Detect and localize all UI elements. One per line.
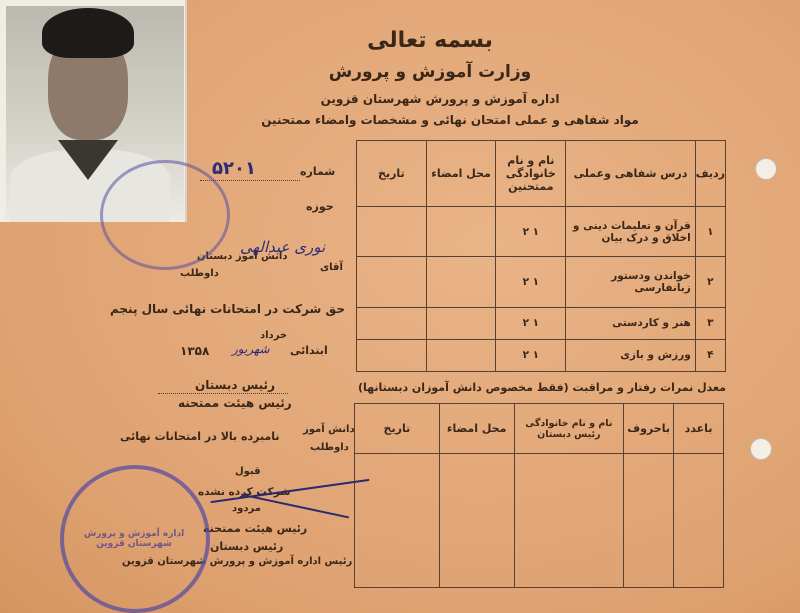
- table2-caption: معدل نمرات رفتار و مراقبت (فقط مخصوص دانش آموزان دبستانها): [357, 381, 726, 394]
- number-label: شماره: [300, 165, 336, 178]
- punch-hole-top: [755, 158, 777, 180]
- candidate-label-2: داوطلب: [310, 442, 349, 453]
- office-name: اداره آموزش و پرورش شهرستان قزوین: [320, 92, 560, 106]
- oral-practical-subjects-table: [356, 140, 726, 372]
- year: ۱۳۵۸: [180, 344, 210, 358]
- table-row: ۴ ورزش و بازی ۱ ۲: [357, 339, 726, 371]
- column-header-signature: محل امضاء: [426, 141, 496, 207]
- column-header-date: تاریخ: [357, 141, 427, 207]
- board-head-label: رئیس هیئت ممتحنه: [178, 396, 292, 410]
- table-row: [355, 454, 724, 588]
- office-head-label: رئیس اداره آموزش و پرورش شهرستان قزوین: [122, 556, 353, 567]
- participated-label: شرکت کرده نشده: [198, 486, 291, 498]
- candidate-label: داوطلب: [180, 268, 219, 279]
- column-header-examiners: نام و نام خانوادگی ممتحنین: [496, 141, 566, 207]
- behavior-grades-table: [354, 403, 724, 588]
- accepted-label: قبول: [235, 466, 261, 477]
- column-header-principal-name: نام و نام خانوادگی رئیس دبستان: [514, 404, 624, 454]
- punch-hole-bottom: [750, 438, 772, 460]
- month-handwritten: شهریور: [232, 342, 270, 356]
- photo-stamp: [100, 160, 230, 270]
- column-header-numeric: باعدد: [674, 404, 724, 454]
- page-title: بسمه تعالی: [367, 28, 493, 53]
- principal-label: رئیس دبستان: [195, 378, 275, 392]
- zone-label: حوزه: [306, 200, 334, 213]
- student-name: نوری عبدالهی: [240, 238, 326, 256]
- table-row: ۳ هنر و کاردستی ۱ ۲: [357, 307, 726, 339]
- student-prefix: دانش آموز دبستان: [197, 251, 288, 262]
- table-row: ۲ خواندن ودستور زبانفارسی ۱ ۲: [357, 257, 726, 307]
- table-row: ۱ قرآن و تعلیمات دینی و اخلاق و درک بیان ۱ ۲: [357, 207, 726, 257]
- number-value: ۵۲۰۱: [212, 158, 256, 179]
- column-header-date-2: تاریخ: [355, 404, 440, 454]
- column-header-letters: باحروف: [624, 404, 674, 454]
- column-header-subject: درس شفاهی وعملی: [566, 141, 696, 207]
- document-subtitle: مواد شفاهی و عملی امتحان نهائی و مشخصات وامضاء ممتحنین: [261, 113, 639, 127]
- board-head-label-2: رئیس هیئت ممتحنه: [203, 522, 308, 535]
- mr-label: آقای: [320, 262, 343, 273]
- ministry-name: وزارت آموزش و پرورش: [328, 62, 532, 82]
- rejected-label: مردود: [232, 503, 261, 514]
- primary-label: ابتدائی: [290, 344, 328, 357]
- column-header-signature-2: محل امضاء: [439, 404, 514, 454]
- right-text: حق شرکت در امتحانات نهائی سال پنجم: [110, 302, 345, 316]
- student-label-2: دانش آموز: [303, 424, 355, 435]
- final-exam-text: نامبرده بالا در امتحانات نهائی: [120, 430, 280, 443]
- official-seal-stamp: اداره آموزش و پرورش شهرستان قزوین: [60, 465, 210, 613]
- month-primary: خرداد: [260, 330, 288, 341]
- principal-label-2: رئیس دبستان: [210, 540, 284, 553]
- column-header-row: ردیف: [695, 141, 725, 207]
